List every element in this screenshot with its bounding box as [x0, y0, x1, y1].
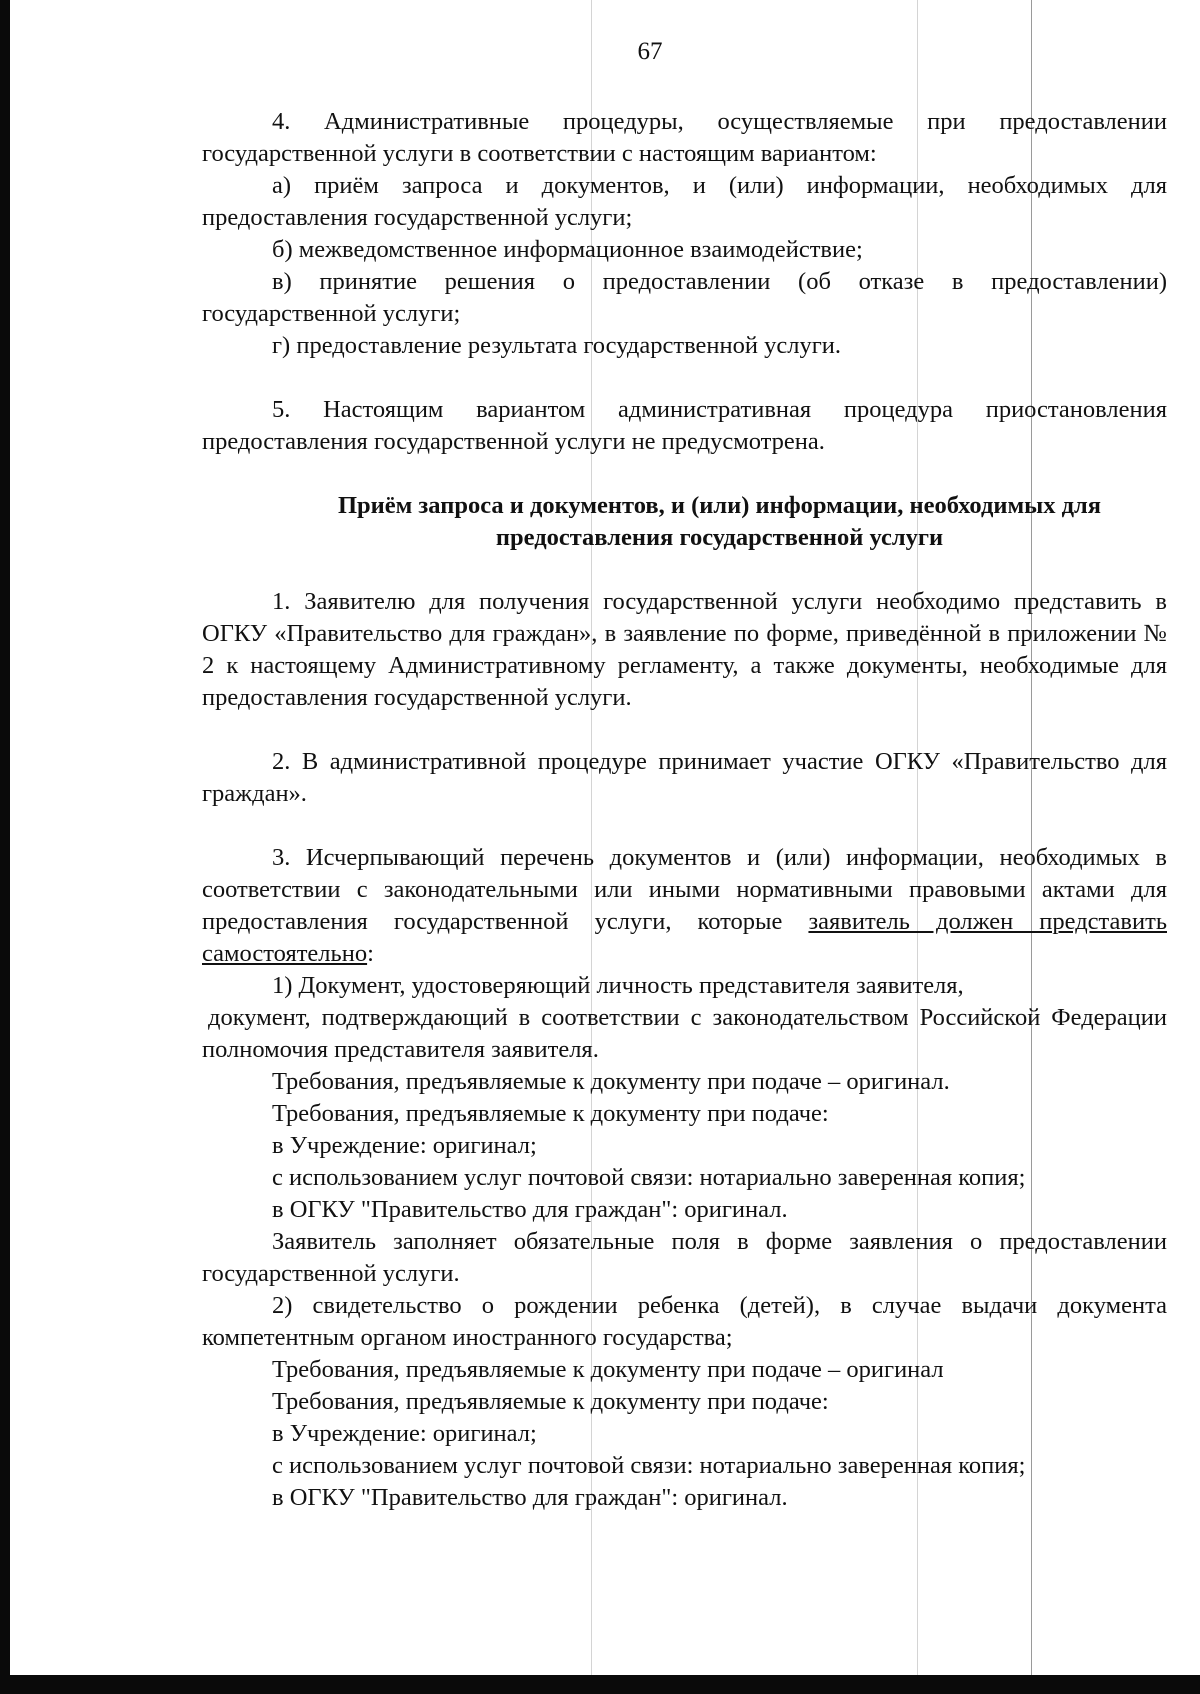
doc-1-ogku: в ОГКУ "Правительство для граждан": оригинал. — [272, 1196, 788, 1223]
page-number: 67 — [637, 38, 663, 65]
paragraph-3-underlined: заявитель должен представить самостоятельно — [202, 908, 1167, 967]
section-4-item-g: г) предоставление результата государственной услуги. — [272, 332, 841, 359]
document-body — [202, 106, 1167, 1514]
paragraph-3-colon: : — [367, 940, 374, 967]
section-heading — [202, 490, 1167, 554]
section-4-item-a: а) приём запроса и документов, и (или) информации, необходимых для предоставления государственной услуги; — [202, 172, 1167, 231]
scan-border-bottom — [0, 1675, 1200, 1694]
doc-1-post: с использованием услуг почтовой связи: нотариально заверенная копия; — [272, 1164, 1026, 1191]
doc-2-institution: в Учреждение: оригинал; — [272, 1420, 537, 1447]
heading-line-2: предоставления государственной услуги — [495, 524, 944, 551]
doc-1-title: 1) Документ, удостоверяющий личность представителя заявителя, — [272, 972, 964, 999]
doc-2-req-2: Требования, предъявляемые к документу при подаче: — [272, 1388, 829, 1415]
section-4-item-v: в) принятие решения о предоставлении (об отказе в предоставлении) государственной услуги; — [202, 268, 1167, 327]
doc-2-ogku: в ОГКУ "Правительство для граждан": оригинал. — [272, 1484, 788, 1511]
doc-1-req-2: Требования, предъявляемые к документу при подаче: — [272, 1100, 829, 1127]
doc-2-req-1: Требования, предъявляемые к документу при подаче – оригинал — [272, 1356, 944, 1383]
heading-line-1: Приём запроса и документов, и (или) информации, необходимых для — [337, 492, 1102, 519]
section-4-item-b: б) межведомственное информационное взаимодействие; — [272, 236, 863, 263]
doc-2-title: 2) свидетельство о рождении ребенка (детей), в случае выдачи документа компетентным органом иностранного государства; — [202, 1292, 1167, 1351]
doc-1-req-1: Требования, предъявляемые к документу при подаче – оригинал. — [272, 1068, 950, 1095]
paragraph-3 — [202, 842, 1167, 970]
doc-1-title-cont: документ, подтверждающий в соответствии с законодательством Российской Федерации полномочия представителя заявителя. — [202, 1004, 1167, 1063]
scan-border-left — [0, 0, 10, 1694]
doc-1-fill: Заявитель заполняет обязательные поля в форме заявления о предоставлении государственной услуги. — [202, 1228, 1167, 1287]
paragraph-3-text: 3. Исчерпывающий перечень документов и (или) информации, необходимых в соответствии с законодательными или иными нормативными правовыми актами для предоставления государственной услуги, которые — [202, 844, 1167, 935]
paragraph-1: 1. Заявителю для получения государственной услуги необходимо представить в ОГКУ «Правительство для граждан», в заявление по форме, приведённой в приложении № 2 к настоящему Административному регламенту, а также документы, необходимые для предоставления государственной услуги. — [202, 588, 1167, 711]
doc-2-post: с использованием услуг почтовой связи: нотариально заверенная копия; — [272, 1452, 1026, 1479]
section-5: 5. Настоящим вариантом административная процедура приостановления предоставления государственной услуги не предусмотрена. — [202, 396, 1167, 455]
doc-1-institution: в Учреждение: оригинал; — [272, 1132, 537, 1159]
section-4-intro: 4. Административные процедуры, осуществляемые при предоставлении государственной услуги в соответствии с настоящим вариантом: — [202, 108, 1167, 167]
paragraph-2: 2. В административной процедуре принимает участие ОГКУ «Правительство для граждан». — [202, 748, 1167, 807]
